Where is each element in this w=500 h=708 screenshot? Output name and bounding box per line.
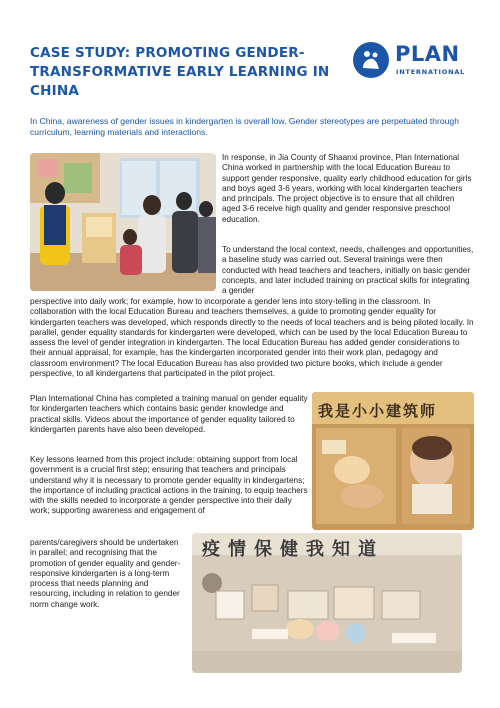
- page-title: CASE STUDY: PROMOTING GENDER-TRANSFORMATIVE EARLY LEARNING IN CHINA: [30, 45, 330, 99]
- health-board-photo: [192, 533, 462, 673]
- logo-subtitle: INTERNATIONAL: [396, 68, 466, 76]
- plan-logo-icon: [353, 42, 389, 78]
- paragraph-baseline-part1: To understand the local context, needs, challenges and opportunities, a baseline study was carried out. Several trainings were then conducted with head teachers and teachers, initially on basic gender concepts, and later included training on practical skills for integrating a gender: [222, 245, 474, 296]
- architect-board-title: 我是小小建筑师: [318, 402, 438, 420]
- classroom-photo: [30, 153, 216, 291]
- paragraph-response: In response, in Jia County of Shaanxi province, Plan International China worked in partnership with the local Education Bureau to support gender responsive, quality early childhood education for girls and boys aged 3-6 years, working with local kindergarten teachers and principals. The project objective is to ensure that all children aged 3-6 receive high quality and gender responsive preschool education.: [222, 153, 472, 224]
- paragraph-baseline-part2: perspective into daily work; for example, how to incorporate a gender lens into story-telling in the classroom. In collaboration with the local Education Bureau and teachers themselves, a guide to promoting gender equality for kindergarten teachers was developed, which responds directly to the needs of local teachers and is being piloted locally. In parallel, gender equality standards for kindergarten were developed, which can be used by the local Education Bureau to assess the level of gender integration in kindergarten. The local Education Bureau has added gender considerations to their annual appraisal, for example, has the kindergarten incorporated gender into their work plan, pedagogy and classroom environment? The local Education Bureau has also provided two picture books, which include a gender perspective, to all kindergartens that participated in the pilot project.: [30, 297, 474, 379]
- health-board-title: 疫情保健我知道: [202, 539, 384, 560]
- paragraph-training-manual: Plan International China has completed a training manual on gender equality for kindergarten teachers which contains basic gender knowledge and practical skills. Videos about the importance of gender equality tailored to kindergarten parents have also been developed.: [30, 394, 308, 434]
- architect-board-photo: [312, 392, 474, 530]
- paragraph-lessons-part1: Key lessons learned from this project include: obtaining support from local government is a crucial first step; ensuring that teachers and principals understand why it is necessary to promote gender equality in kindergartens; the importance of including practical actions in the training, to equip teachers with the skills needed to incorporate a gender perspective into their daily work; supporting awareness and engagement of: [30, 455, 308, 516]
- paragraph-lessons-part2: parents/caregivers should be undertaken in parallel; and recognising that the promotion of gender equality and gender-responsive kindergarten is a long-term process that needs planning and resourcing, including in relation to gender norm change work.: [30, 538, 181, 609]
- classroom-illustration: [30, 153, 216, 291]
- logo-wordmark: PLAN: [395, 42, 460, 66]
- plan-international-logo: [353, 40, 481, 88]
- intro-text: In China, awareness of gender issues in kindergarten is overall low. Gender stereotypes are perpetuated through curriculum, learning materials and interactions.: [30, 116, 459, 137]
